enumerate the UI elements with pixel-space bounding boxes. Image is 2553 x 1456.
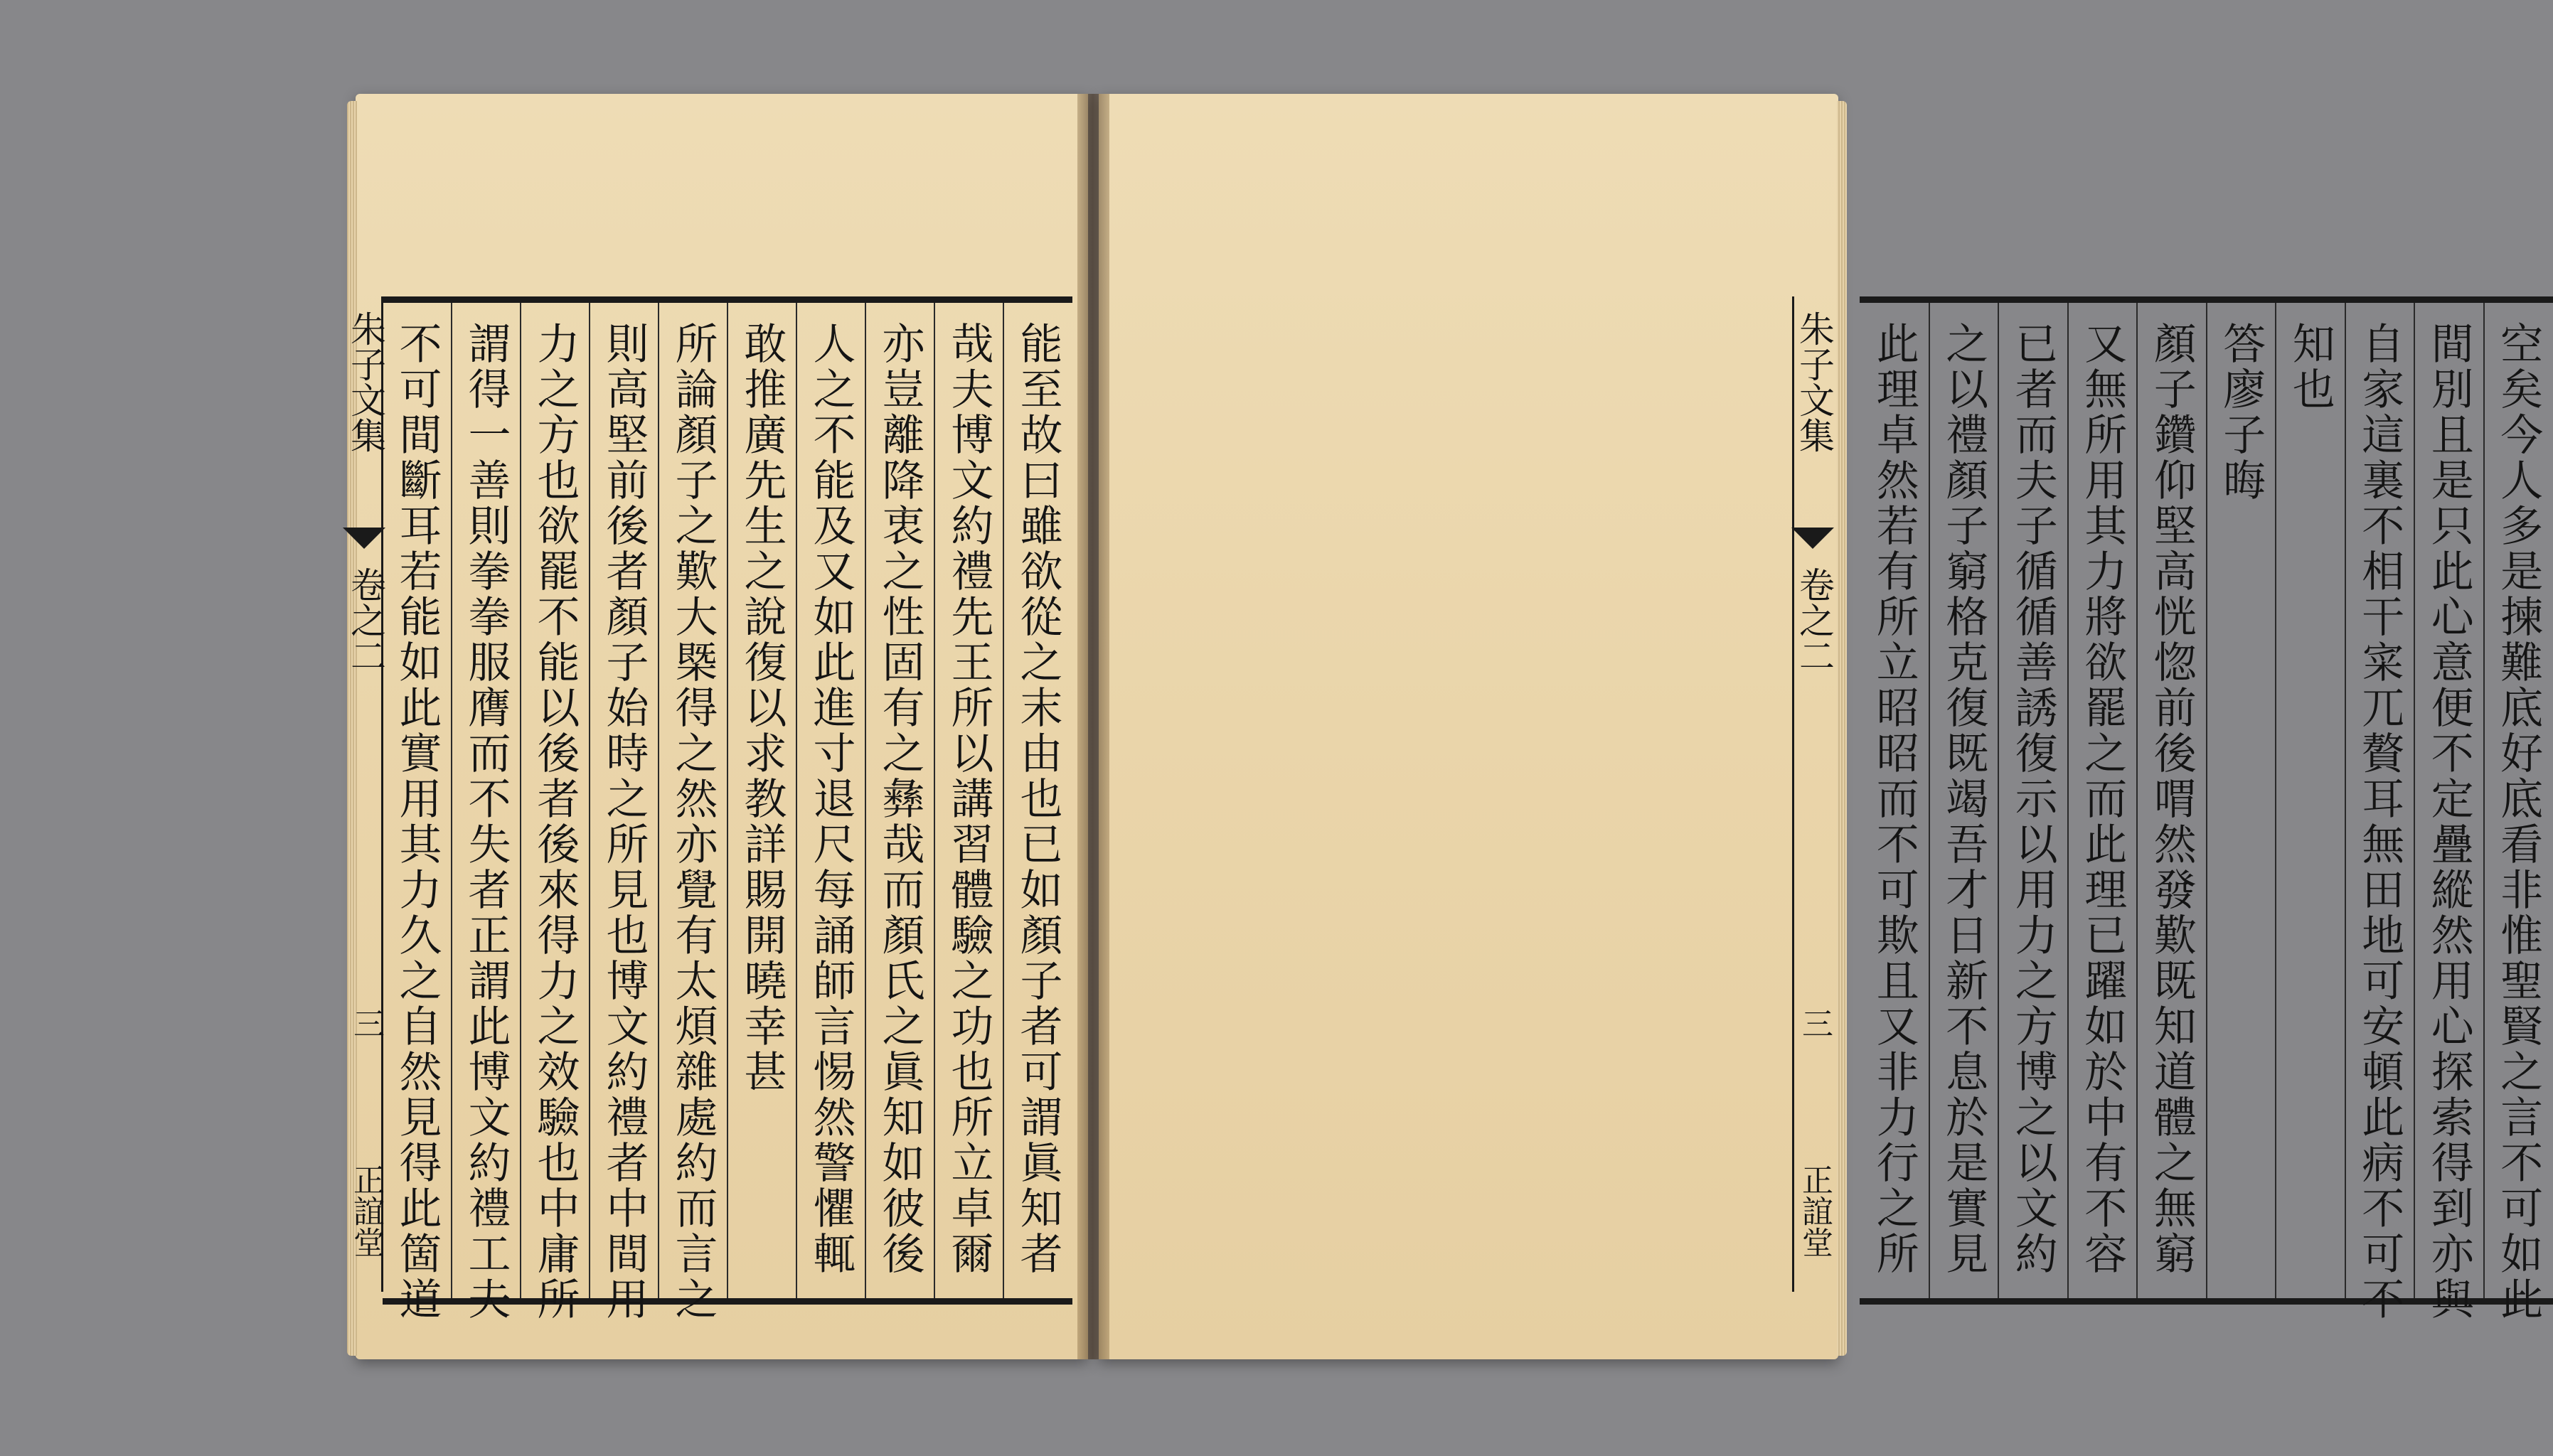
right-page-edges (1837, 101, 1847, 1356)
left-text-frame (383, 296, 1072, 1322)
column-rule (2067, 303, 2069, 1298)
column-rule (451, 303, 452, 1298)
text-column: 所論顏子之歎大槩得之然亦覺有太煩雜處約而言之 (668, 321, 718, 1322)
left-margin-volume: 卷之二 (345, 567, 386, 673)
text-column: 能至故曰雖欲從之末由也已如顏子者可謂眞知者 (1013, 321, 1063, 1277)
left-page (345, 94, 1088, 1359)
text-column: 又無所用其力將欲罷之而此理已躍如於中有不容 (2077, 321, 2128, 1277)
left-margin-folio: 三 (348, 1007, 384, 1039)
right-page (1099, 94, 2544, 1359)
open-book (345, 94, 2544, 1359)
column-rule (2136, 303, 2138, 1298)
text-column: 之以禮顏子窮格克復既竭吾才日新不息於是實見 (1939, 321, 1989, 1277)
text-column: 間別且是只此心意便不定疊縱然用心探索得到亦與 (2424, 321, 2474, 1322)
fish-tail-mark-icon (343, 528, 385, 549)
text-column: 謂得一善則拳拳服膺而不失者正謂此博文約禮工夫 (461, 321, 511, 1322)
text-column: 人之不能及又如此進寸退尺每誦師言惕然警懼輒 (806, 321, 856, 1277)
text-column: 力之方也欲罷不能以後者後來得力之效驗也中庸所 (530, 321, 580, 1322)
column-rule (1929, 303, 1930, 1298)
left-margin-title: 朱子文集 (345, 311, 386, 453)
column-rule (2483, 303, 2485, 1298)
column-rule (520, 303, 521, 1298)
column-rule (865, 303, 866, 1298)
column-rule (796, 303, 797, 1298)
text-column: 哉夫博文約禮先王所以講習體驗之功也所立卓爾 (944, 321, 994, 1277)
column-rule (589, 303, 590, 1298)
fish-tail-mark-icon (1791, 528, 1834, 549)
right-text-frame (1860, 296, 2553, 1322)
text-column: 顏子鑽仰堅高恍惚前後喟然發歎既知道體之無窮 (2146, 321, 2197, 1277)
column-rule (934, 303, 935, 1298)
right-margin-title: 朱子文集 (1794, 311, 1835, 453)
right-margin-volume: 卷之二 (1794, 567, 1835, 673)
right-margin-publisher: 正誼堂 (1796, 1164, 1833, 1258)
text-column: 則高堅前後者顏子始時之所見也博文約禮者中間用 (599, 321, 649, 1322)
left-margin-publisher: 正誼堂 (348, 1164, 384, 1258)
left-margin-box (345, 296, 386, 1292)
text-column: 亦豈離降衷之性固有之彝哉而顏氏之眞知如彼後 (875, 321, 925, 1277)
book-gutter (1077, 94, 1109, 1359)
column-rule (2275, 303, 2276, 1298)
right-margin-box (1792, 296, 1835, 1292)
column-rule (658, 303, 659, 1298)
text-column: 不可間斷耳若能如此實用其力久之自然見得此箇道 (392, 321, 442, 1322)
column-rule (2206, 303, 2207, 1298)
text-column: 自家這裏不相干寀兀贅耳無田地可安頓此病不可不 (2355, 321, 2405, 1322)
text-column: 答廖子晦 (2216, 321, 2266, 503)
column-rule (1998, 303, 1999, 1298)
text-column: 敢推廣先生之說復以求教詳賜開曉幸甚 (737, 321, 787, 1095)
text-column: 此理卓然若有所立昭昭而不可欺且又非力行之所 (1869, 321, 1919, 1277)
column-rule (2414, 303, 2415, 1298)
column-rule (727, 303, 728, 1298)
column-rule (1003, 303, 1004, 1298)
text-column: 空矣今人多是揀難底好底看非惟聖賢之言不可如此 (2493, 321, 2544, 1322)
text-column: 已者而夫子循循善誘復示以用力之方博之以文約 (2008, 321, 2058, 1277)
right-margin-folio: 三 (1796, 1007, 1833, 1039)
column-rule (2345, 303, 2346, 1298)
text-column: 知也 (2285, 321, 2335, 412)
